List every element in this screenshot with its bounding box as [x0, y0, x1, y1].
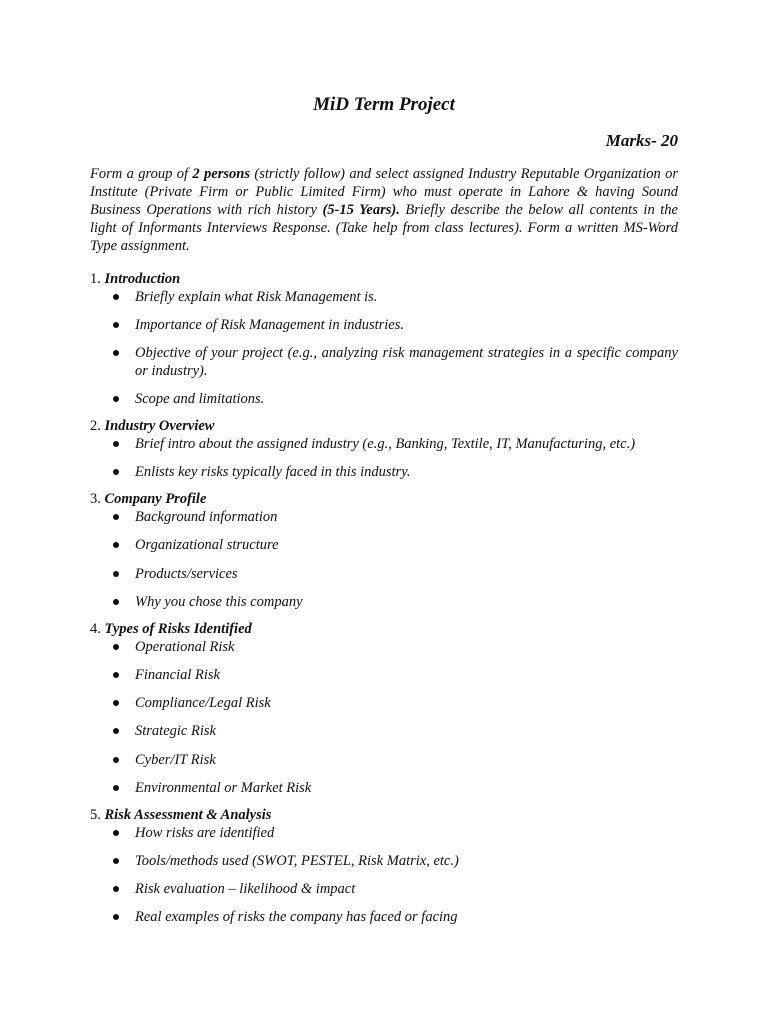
section-introduction — [90, 270, 678, 409]
list-item — [90, 565, 678, 583]
list-item-text: Financial Risk — [135, 667, 220, 683]
bullet-icon — [113, 728, 119, 734]
list-item — [90, 638, 678, 656]
bullet-list — [90, 638, 678, 797]
list-item — [90, 666, 678, 684]
section-industry-overview — [90, 417, 678, 481]
list-item-text: Scope and limitations. — [135, 391, 265, 408]
list-item — [90, 316, 678, 334]
section-title: Risk Assessment & Analysis — [104, 806, 272, 823]
list-item — [90, 508, 678, 526]
list-item-text: Brief intro about the assigned industry (e.g., Banking, Textile, IT, Manufacturing, etc.) — [135, 436, 636, 453]
list-item-text: Background information — [135, 509, 278, 526]
list-item-text: Enlists key risks typically faced in this industry. — [135, 464, 411, 481]
section-title: Types of Risks Identified — [104, 620, 252, 637]
list-item — [90, 751, 678, 769]
list-item — [90, 694, 678, 712]
list-item — [90, 288, 678, 306]
bullet-icon — [113, 396, 119, 402]
bullet-icon — [113, 757, 119, 763]
bullet-icon — [113, 294, 119, 300]
section-types-of-risks — [90, 620, 678, 797]
bullet-icon — [113, 700, 119, 706]
list-item-text: Operational Risk — [135, 638, 235, 655]
section-heading — [90, 417, 678, 435]
list-item-text: Importance of Risk Management in industries. — [135, 316, 405, 333]
list-item — [90, 344, 678, 380]
intro-history-years: (5-15 Years). — [322, 202, 400, 218]
section-number: 5. — [90, 806, 105, 823]
bullet-icon — [113, 441, 119, 447]
list-item — [90, 779, 678, 797]
bullet-list — [90, 288, 678, 409]
bullet-icon — [113, 350, 119, 356]
bullet-icon — [113, 469, 119, 475]
list-item — [90, 824, 678, 842]
bullet-list — [90, 508, 678, 611]
list-item-text: Cyber/IT Risk — [135, 751, 216, 768]
bullet-icon — [113, 886, 119, 892]
intro-paragraph — [90, 165, 678, 255]
section-number: 2. — [90, 418, 105, 435]
list-item-text: Strategic Risk — [135, 723, 216, 740]
section-company-profile — [90, 490, 678, 611]
bullet-icon — [113, 322, 119, 328]
section-heading — [90, 806, 678, 824]
document-title: MiD Term Project — [313, 94, 455, 115]
section-heading — [90, 270, 678, 288]
list-item — [90, 463, 678, 481]
bullet-icon — [113, 785, 119, 791]
list-item — [90, 908, 678, 926]
section-title: Company Profile — [104, 491, 207, 508]
list-item — [90, 722, 678, 740]
list-item-text: Compliance/Legal Risk — [135, 695, 271, 712]
list-item-text: Environmental or Market Risk — [135, 779, 312, 796]
bullet-icon — [113, 599, 119, 605]
bullet-icon — [113, 514, 119, 520]
list-item — [90, 880, 678, 898]
list-item-text: Briefly explain what Risk Management is. — [135, 288, 378, 305]
bullet-icon — [113, 571, 119, 577]
section-number: 4. — [90, 620, 105, 637]
bullet-icon — [113, 858, 119, 864]
section-title: Introduction — [104, 270, 181, 287]
list-item-text: Organizational structure — [135, 537, 279, 554]
list-item — [90, 852, 678, 870]
list-item-text: How risks are identified — [135, 824, 275, 841]
bullet-list — [90, 824, 678, 927]
bullet-icon — [113, 542, 119, 548]
bullet-list — [90, 435, 678, 481]
list-item-text: Objective of your project (e.g., analyzing risk management strategies in a specific company or industry). — [135, 344, 678, 379]
intro-group-size: 2 persons — [192, 166, 250, 182]
section-number: 3. — [90, 491, 105, 508]
intro-text-2: (strictly follow) and select assigned Industry Reputable Organization or Institute (Private Firm or Public Limited Firm) who must operate in Lahore & having Sound Business Operations with rich history — [90, 166, 679, 218]
list-item — [90, 435, 678, 453]
section-number: 1. — [90, 270, 105, 287]
list-item — [90, 390, 678, 408]
section-heading — [90, 490, 678, 508]
list-item-text: Products/services — [135, 565, 238, 582]
bullet-icon — [113, 672, 119, 678]
list-item — [90, 536, 678, 554]
document-page — [90, 92, 678, 926]
intro-text-3: Briefly describe the below all contents in the light of Informants Interviews Response. (Take help from class lectures). Form a written MS-Word Type assignment. — [90, 202, 678, 254]
section-title: Industry Overview — [104, 418, 215, 435]
marks-label: Marks- 20 — [605, 131, 678, 150]
section-risk-assessment — [90, 806, 678, 927]
list-item-text: Risk evaluation – likelihood & impact — [135, 881, 356, 898]
section-heading — [90, 620, 678, 638]
bullet-icon — [113, 914, 119, 920]
intro-text-1: Form a group of — [90, 166, 193, 182]
bullet-icon — [113, 644, 119, 650]
list-item-text: Tools/methods used (SWOT, PESTEL, Risk Matrix, etc.) — [135, 852, 459, 869]
bullet-icon — [113, 830, 119, 836]
list-item-text: Real examples of risks the company has faced or facing — [135, 909, 458, 926]
list-item-text: Why you chose this company — [135, 593, 303, 610]
list-item — [90, 593, 678, 611]
